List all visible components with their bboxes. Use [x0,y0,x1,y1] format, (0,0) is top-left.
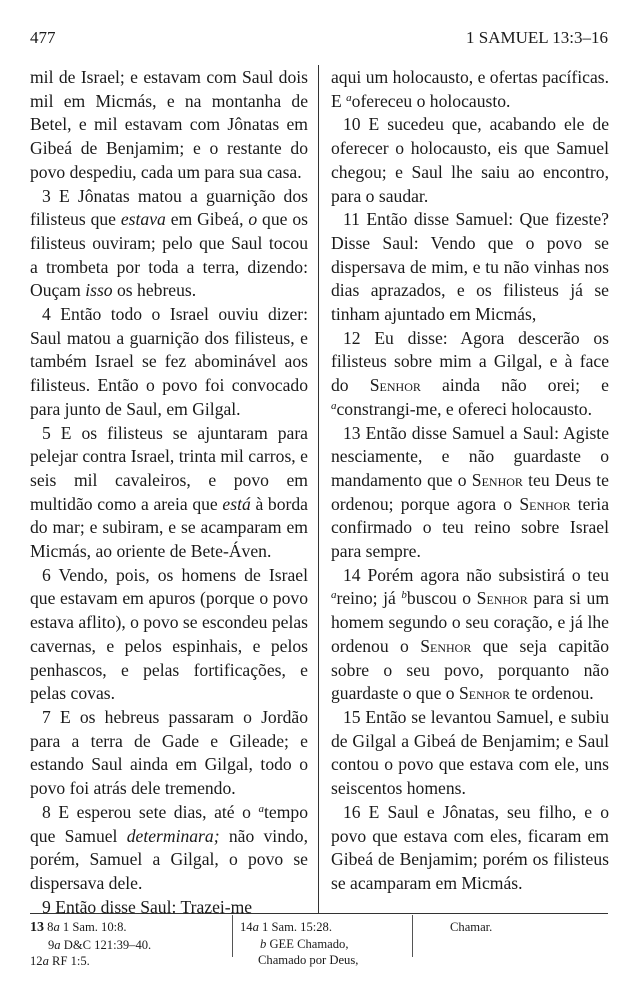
footnote-entry[interactable]: b GEE Chamado, [260,936,349,951]
page-number: 477 [30,28,56,47]
footnote-divider [412,915,413,957]
column-divider [318,65,319,913]
verse-7: 7 E os hebreus passaram o Jordão para a terra de Gade e Gileade; e estando Saul ainda em Gilgal, todo o povo foi atrás dele tremendo. [30,706,308,799]
footnote-entry[interactable]: 9a D&C 121:39–40. [48,937,152,952]
footnotes-column-1 [30,919,225,970]
verse-6: 6 Vendo, pois, os homens de Israel que estavam em apuros (porque o povo estava aflito), o povo se escondeu pelas cavernas, e pelos espinhais, e pelos penhascos, e pelas fortificações, e pelas covas. [30,564,308,704]
verse-13: 13 Então disse Samuel a Saul: Agiste nesciamente, e não guardaste o mandamento que o Senhor teu Deus te ordenou; porque agora o Senhor teria confirmado o teu reino sobre Israel para sempre. [331,422,610,562]
verse-14: 14 Porém agora não subsistirá o teu $^a$reino; já $^b$buscou o Senhor para si um homem segundo o seu coração, e já lhe ordenou o Senhor que seja capitão sobre o seu povo, porquanto não guardaste o que o Senhor te ordenou. [331,564,610,704]
footnote-marker[interactable]: a [331,399,337,412]
verse-8: 8 E esperou sete dias, até o $^a$tempo que Samuel determinara; não vindo, porém, Samuel a Gilgal, o povo se dispersava dele. [30,801,308,893]
footnote-marker[interactable]: a [346,91,352,104]
page-header [30,28,608,56]
footnote-entry[interactable]: 14a 1 Sam. 15:28. [240,920,333,934]
footnotes-column-3 [450,919,600,936]
running-title: 1 SAMUEL 13:3–16 [466,28,608,47]
footnote-entry[interactable]: 12a RF 1:5. [30,954,90,968]
verse-2-continuation: mil de Israel; e estavam com Saul dois mil em Micmás, e na montanha de Betel, e mil estavam com Jônatas em Gibeá de Benjamim; e o restante do povo despediu, cada um para sua casa. [30,67,308,182]
footnote-entry[interactable]: Chamar. [450,920,493,934]
verse-16: 16 E Saul e Jônatas, seu filho, e o povo que estava com eles, ficaram em Gibeá de Benjamim; porém os filisteus se acamparam em Micmás. [331,801,609,893]
footnotes-column-2 [240,919,405,969]
verse-5: 5 E os filisteus se ajuntaram para pelejar contra Israel, trinta mil carros, e seis mil cavaleiros, e povo em multidão como a areia que está à borda do mar; e subiram, e se acamparam em Micmás, ao oriente de Bete-Áven. [30,422,308,562]
left-column [30,66,308,919]
footnote-rule [30,913,608,914]
verse-4: 4 Então todo o Israel ouviu dizer: Saul matou a guarnição dos filisteus, e também Israel se fez abominável aos filisteus. Então o povo foi convocado para junto de Saul, em Gilgal. [30,304,308,419]
verse-9-continuation: aqui um holocausto, e ofertas pacíficas. E $^a$ofereceu o holocausto. [331,67,609,111]
footnote-marker[interactable]: a [331,589,337,602]
footnote-marker[interactable]: b [401,589,407,602]
footnote-entry: Chamado por Deus, [258,953,359,967]
verse-11: 11 Então disse Samuel: Que fizeste? Disse Saul: Vendo que o povo se dispersava de mim, e tu não vinhas nos dias aprazados, e os filisteus já se tinham ajuntado em Micmás, [331,209,609,325]
footnote-marker[interactable]: a [258,802,265,815]
verse-9-start: 9 Então disse Saul: Trazei-me [42,896,253,917]
verse-10: 10 E sucedeu que, acabando ele de oferecer o holocausto, eis que Samuel chegou; e Saul lhe saiu ao encontro, para o saudar. [331,114,609,206]
verse-15: 15 Então se levantou Samuel, e subiu de Gilgal a Gibeá de Benjamim; e Saul contou o povo que estava com ele, uns seiscentos homens. [331,706,609,799]
verse-3: 3 E Jônatas matou a guarnição dos filisteus que estava em Gibeá, o que os filisteus ouviram; pelo que Saul tocou a trombeta por toda a terra, dizendo: Ouçam isso os hebreus. [30,185,308,301]
right-column [331,66,609,896]
footnote-entry[interactable]: 13 8a 1 Sam. 10:8. [30,920,127,935]
verse-12: 12 Eu disse: Agora descerão os filisteus sobre mim a Gilgal, e à face do Senhor ainda não orei; e $^a$constrangi-me, e ofereci holocausto. [331,327,609,419]
footnote-divider [232,915,233,957]
